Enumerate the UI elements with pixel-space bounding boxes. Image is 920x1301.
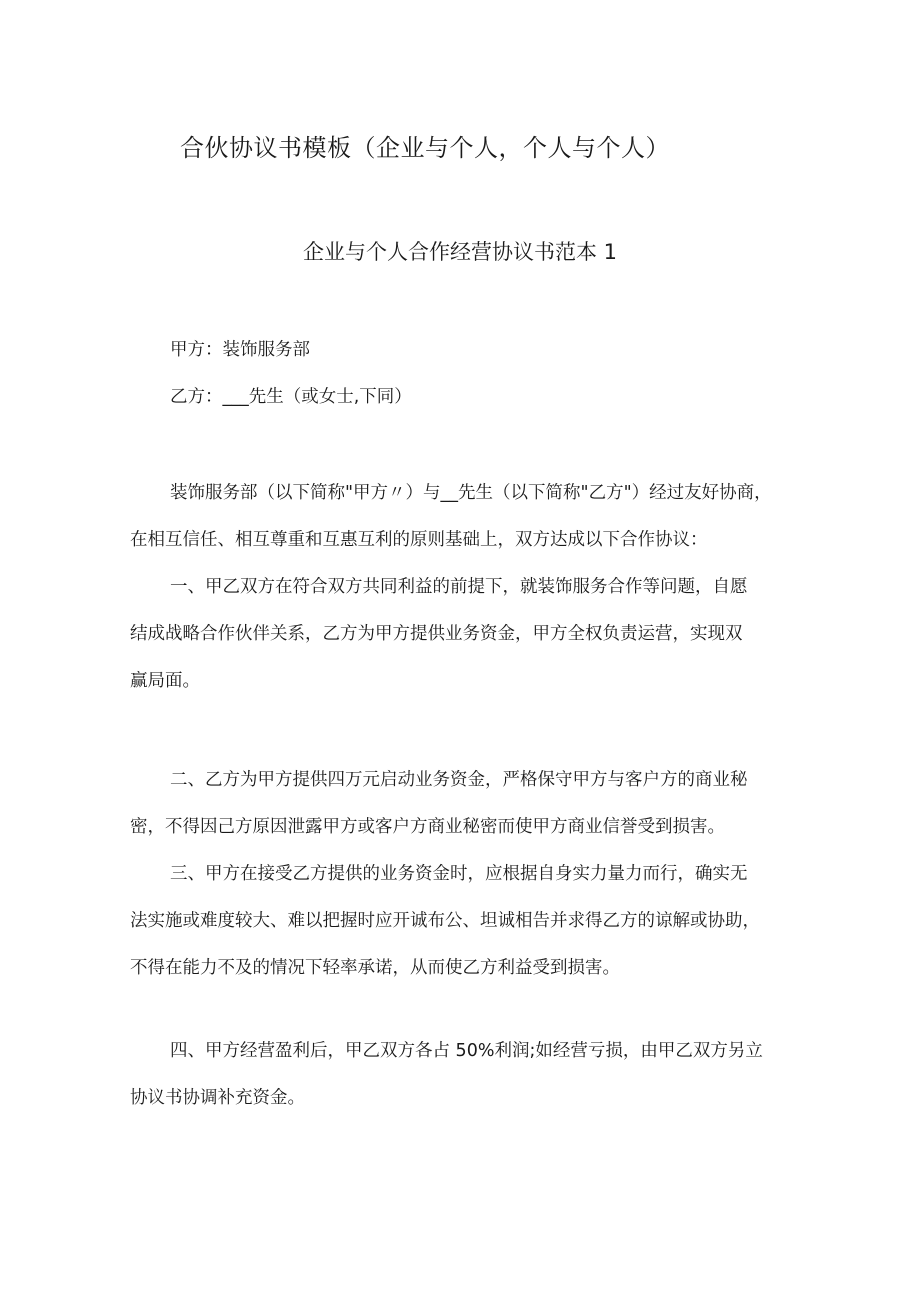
party-a-line: 甲方：装饰服务部 [170,340,310,360]
document-title: 合伙协议书模板（企业与个人，个人与个人） [180,134,670,162]
intro-paragraph [130,470,810,564]
document-subtitle: 企业与个人合作经营协议书范本 1 [302,240,618,264]
paragraph-line: 四、甲方经营盈利后，甲乙双方各占 50%利润;如经营亏损，由甲乙双方另立 [170,1041,763,1061]
clause-2-paragraph [130,757,810,851]
paragraph-line: 协议书协调补充资金。 [130,1088,305,1108]
paragraph-line: 结成战略合作伙伴关系，乙方为甲方提供业务资金，甲方全权负责运营，实现双 [130,624,743,644]
paragraph-line: 装饰服务部（以下简称"甲方〃）与__先生（以下简称"乙方"）经过友好协商， [170,483,772,503]
paragraph-line: 法实施或难度较大、难以把握时应开诚布公、坦诚相告并求得乙方的谅解或协助， [130,911,760,931]
paragraph-line: 密，不得因己方原因泄露甲方或客户方商业秘密而使甲方商业信誉受到损害。 [130,817,725,837]
clause-4-paragraph [130,1028,810,1122]
clause-3-paragraph [130,851,810,992]
paragraph-line: 不得在能力不及的情况下轻率承诺，从而使乙方利益受到损害。 [130,958,620,978]
paragraph-line: 三、甲方在接受乙方提供的业务资金时，应根据自身实力量力而行，确实无 [170,864,748,884]
clause-1-paragraph [130,564,810,705]
paragraph-line: 赢局面。 [130,671,200,691]
paragraph-line: 在相互信任、相互尊重和互惠互利的原则基础上，双方达成以下合作协议： [130,530,708,550]
paragraph-line: 二、乙方为甲方提供四万元启动业务资金，严格保守甲方与客户方的商业秘 [170,770,748,790]
party-b-line: 乙方：___先生（或女士,下同） [170,387,412,407]
paragraph-line: 一、甲乙双方在符合双方共同利益的前提下，就装饰服务合作等问题，自愿 [170,577,748,597]
